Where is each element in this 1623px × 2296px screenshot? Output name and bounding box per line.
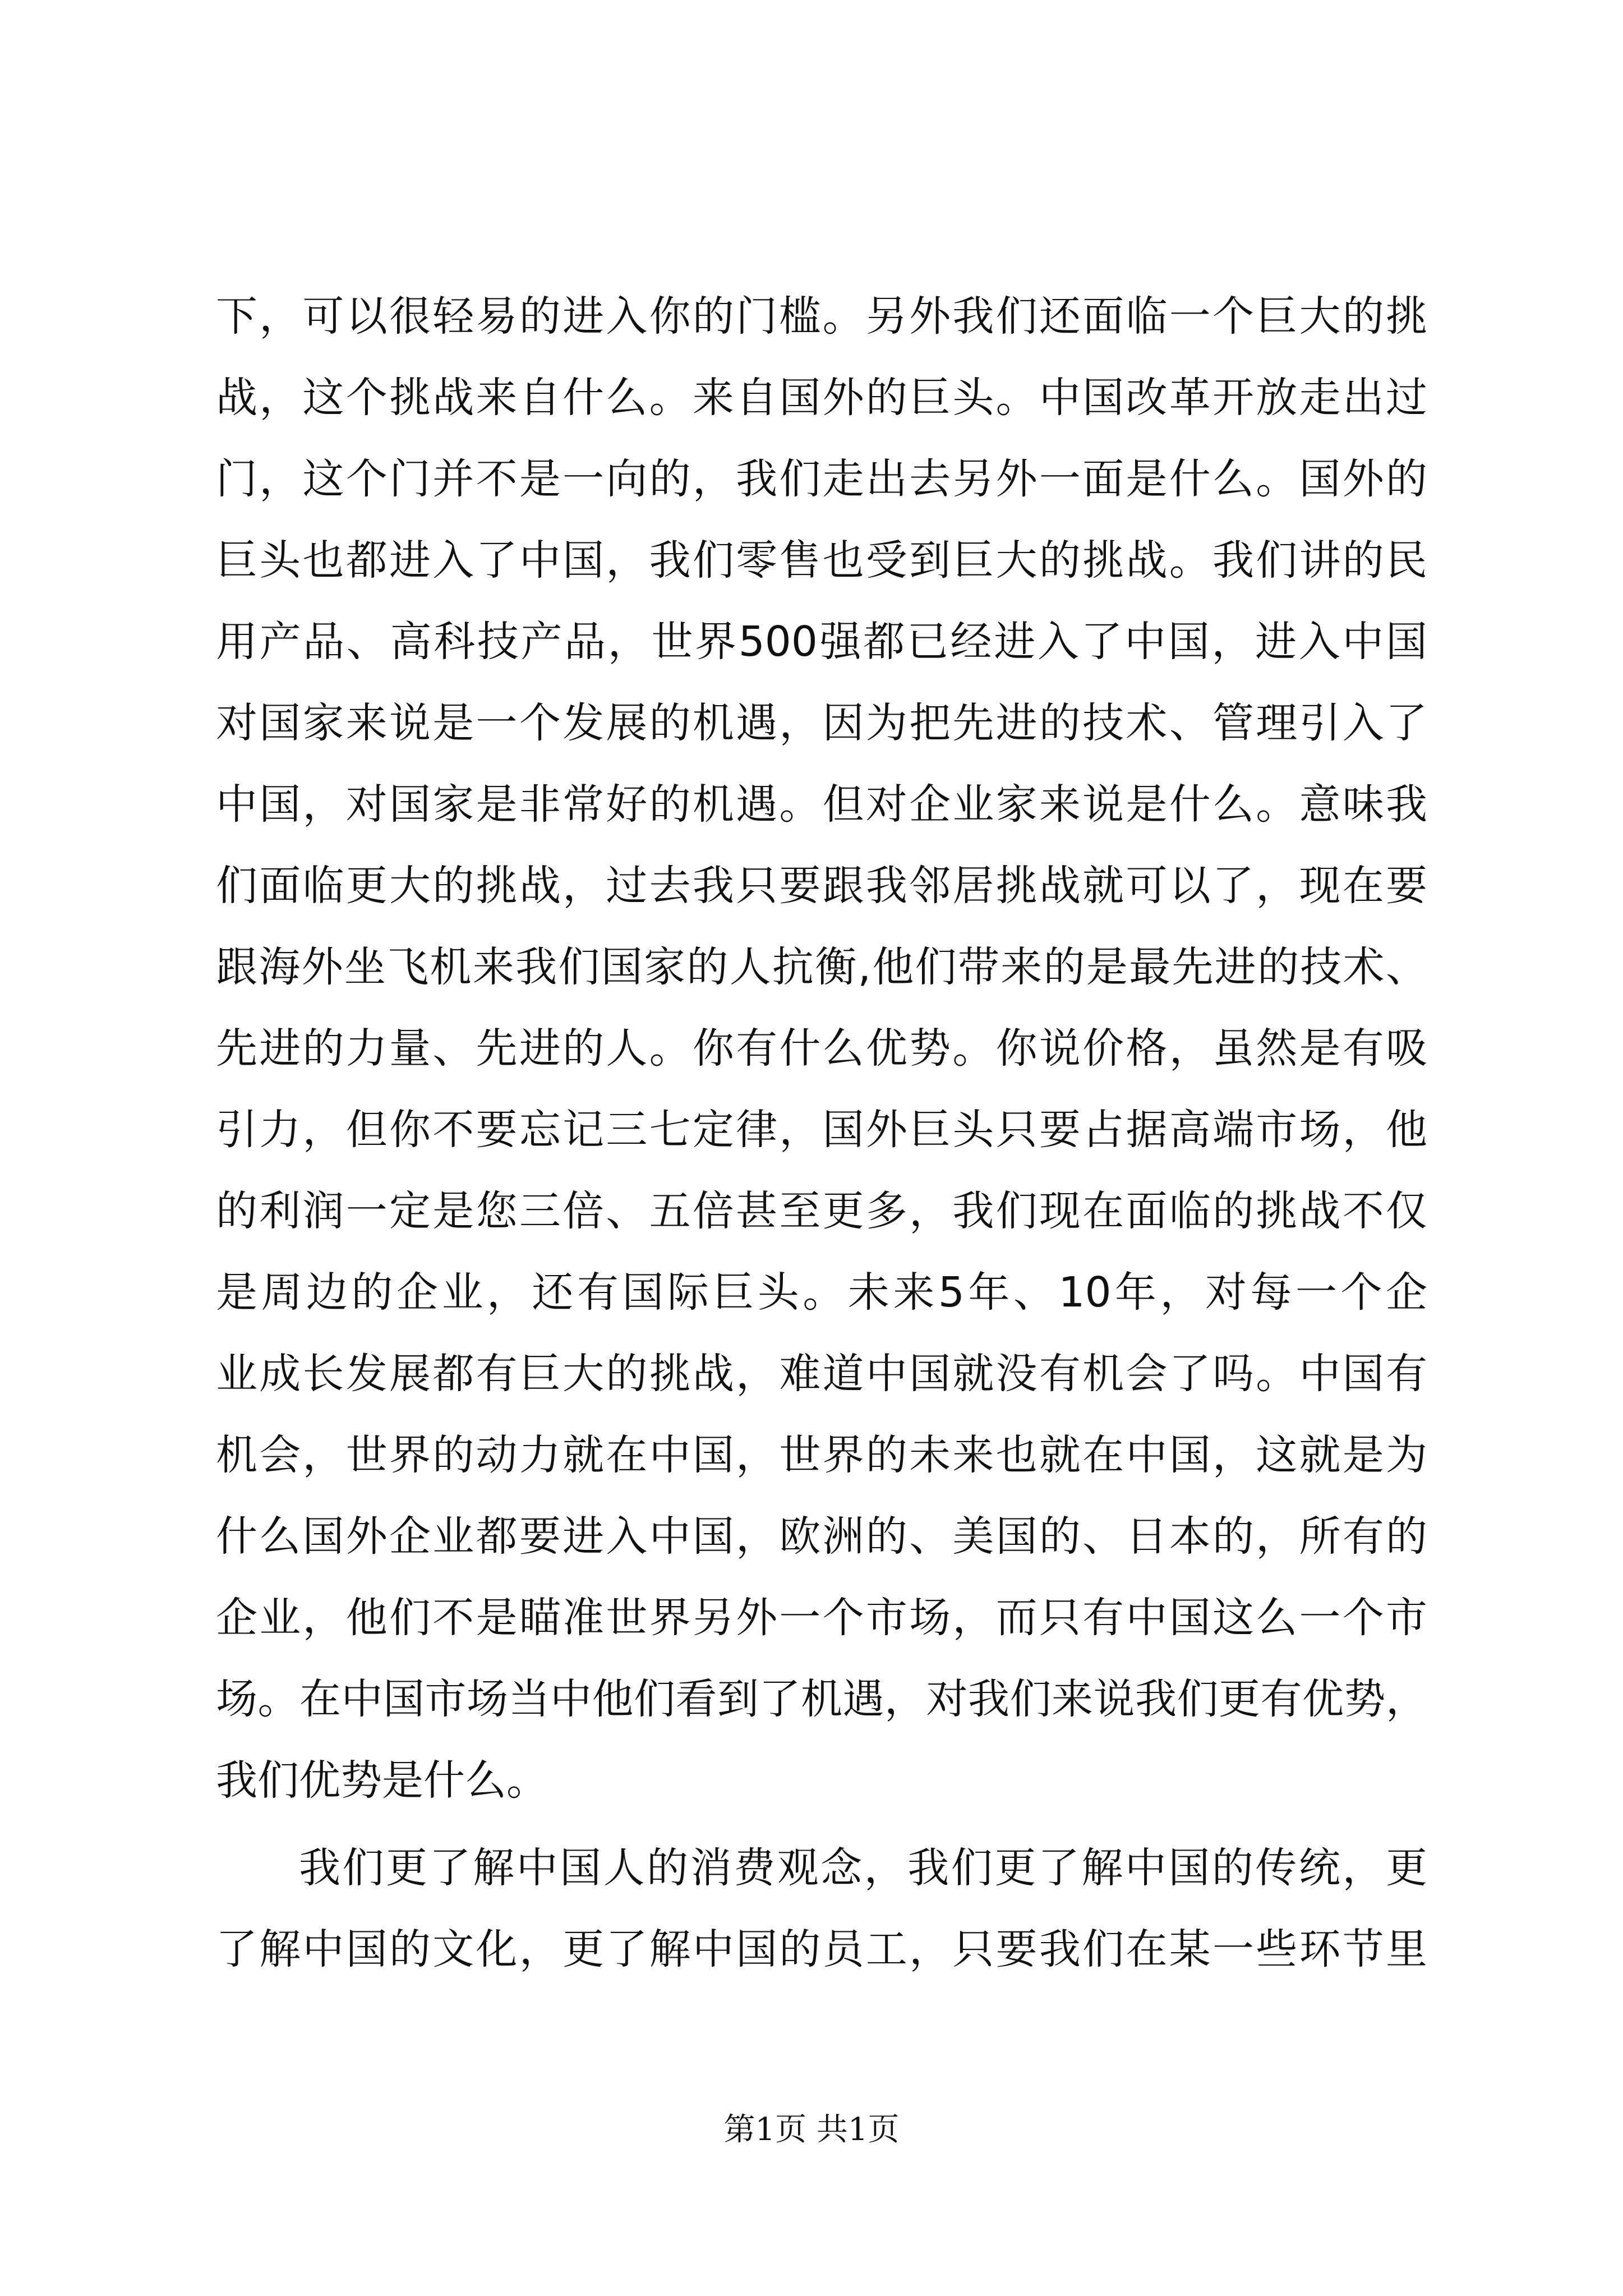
- text-line: 下，可以很轻易的进入你的门槛。另外我们还面临一个巨大的挑: [216, 292, 1427, 341]
- page-number-label: 第1页 共1页: [723, 2111, 900, 2148]
- text-line: 的利润一定是您三倍、五倍甚至更多，我们现在面临的挑战不仅: [216, 1187, 1427, 1235]
- text-line: 企业，他们不是瞄准世界另外一个市场，而只有中国这么一个市: [216, 1594, 1427, 1642]
- page-footer: [0, 2110, 1623, 2150]
- paragraph-2: [216, 1828, 1427, 1990]
- text-line: 战，这个挑战来自什么。来自国外的巨头。中国改革开放走出过: [216, 374, 1427, 422]
- text-line: 先进的力量、先进的人。你有什么优势。你说价格，虽然是有吸: [216, 1024, 1427, 1073]
- text-line: 了解中国的文化，更了解中国的员工，只要我们在某一些环节里: [216, 1925, 1427, 1973]
- text-line: 我们优势是什么。: [216, 1756, 548, 1805]
- text-line: 用产品、高科技产品，世界500强都已经进入了中国，进入中国: [216, 618, 1427, 666]
- text-line: 场。在中国市场当中他们看到了机遇，对我们来说我们更有优势，: [216, 1675, 1427, 1723]
- text-line: 中国，对国家是非常好的机遇。但对企业家来说是什么。意味我: [216, 780, 1427, 829]
- body-text: [216, 276, 1427, 1990]
- text-line: 机会，世界的动力就在中国，世界的未来也就在中国，这就是为: [216, 1431, 1427, 1479]
- paragraph-gap: [216, 1821, 1427, 1828]
- text-line: 门，这个门并不是一向的，我们走出去另外一面是什么。国外的: [216, 455, 1427, 503]
- text-line: 对国家来说是一个发展的机遇，因为把先进的技术、管理引入了: [216, 699, 1427, 747]
- text-line: 巨头也都进入了中国，我们零售也受到巨大的挑战。我们讲的民: [216, 536, 1427, 585]
- text-line: 我们更了解中国人的消费观念，我们更了解中国的传统，更: [299, 1844, 1427, 1892]
- text-line: 业成长发展都有巨大的挑战，难道中国就没有机会了吗。中国有: [216, 1350, 1427, 1398]
- text-line: 是周边的企业，还有国际巨头。未来5年、10年，对每一个企: [216, 1268, 1427, 1317]
- text-line: 什么国外企业都要进入中国，欧洲的、美国的、日本的，所有的: [216, 1512, 1427, 1561]
- text-line: 跟海外坐飞机来我们国家的人抗衡,他们带来的是最先进的技术、: [216, 943, 1427, 991]
- text-line: 引力，但你不要忘记三七定律，国外巨头只要占据高端市场，他: [216, 1106, 1427, 1154]
- text-line: 们面临更大的挑战，过去我只要跟我邻居挑战就可以了，现在要: [216, 862, 1427, 910]
- paragraph-1: [216, 276, 1427, 1821]
